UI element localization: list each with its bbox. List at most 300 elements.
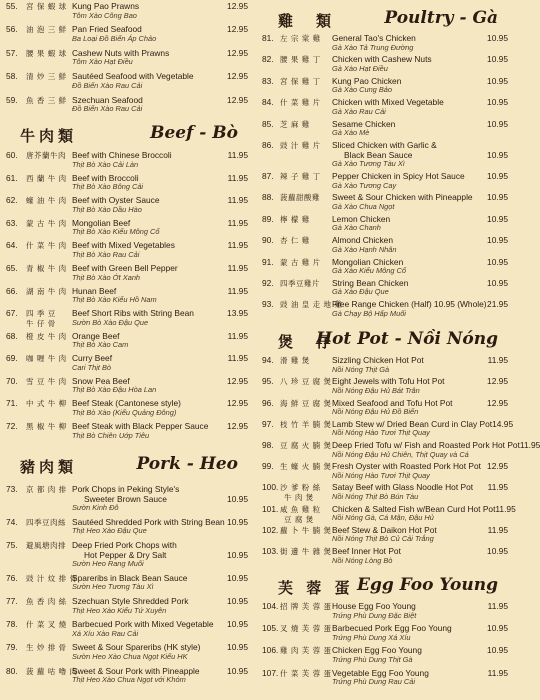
menu-item [0,332,252,350]
item-name: Chicken with Cashew Nuts [332,54,432,65]
item-name: Snow Pea Beef [72,375,130,386]
item-spacer [172,151,228,161]
item-body [332,399,508,417]
menu-item [258,172,512,190]
item-price: 10.95 [487,170,508,181]
item-price: 11.95 [487,524,508,535]
menu-item [258,300,512,318]
item-price: 12.95 [227,375,248,386]
item-price: 10.95 [487,623,508,634]
menu-item [258,483,512,501]
item-body [332,624,508,642]
item-name: Hunan Beef [72,285,117,296]
item-spacer [452,399,487,409]
item-chinese-name: 腰 果 雞 丁 [280,55,321,65]
item-vietnamese-name: Thịt Bò Xào Bông Cải [72,182,144,192]
item-number: 69. [6,353,18,364]
item-number: 106. [262,645,279,656]
item-name: Pepper Chicken in Spicy Hot Sauce [332,170,465,181]
item-body [332,236,508,254]
item-price: 11.95 [519,440,540,451]
menu-item [0,399,252,417]
item-price: 11.95 [495,503,516,514]
item-name: Lamb Stew w/ Dried Bean Curd in Clay Pot [332,418,493,429]
item-body [332,120,508,138]
item-name: Pork Chops in Peking Style's [72,484,180,495]
item-number: 74. [6,516,18,527]
item-body [72,174,248,192]
item-vietnamese-name: Thịt Bò Chiên Uớp Tiêu [72,430,150,440]
item-price: 12.95 [227,94,248,105]
item-body [72,332,248,350]
item-chinese-name: 什 菜 芙 蓉 蛋 [280,668,332,678]
item-name: Beef with Chinese Broccoli [72,149,172,160]
hotpot-items [258,355,540,565]
item-spacer [424,356,488,366]
menu-item [258,77,512,95]
menu-item [258,399,512,417]
item-name: Beef Steak (Cantonese style) [72,398,181,409]
item-chinese-name: 清 炒 三 鮮 [26,72,67,82]
item-chinese-name: 菠 蘿 咕 嚕 肉 [26,666,78,676]
menu-item [0,667,252,685]
item-body [332,646,508,664]
item-body [72,219,248,237]
item-chinese-name: 街 邊 牛 雜 煲 [280,546,332,556]
beef-section-header [0,119,252,147]
eggfoo-section-title-zh: 芙 蓉 蛋 [278,578,354,597]
item-chinese-name: 雞 肉 芙 蓉 蛋 [280,646,332,656]
item-number: 105. [262,623,279,634]
item-body [72,49,248,67]
item-vietnamese-name: Sườn Heo Xào Chua Ngọt Kiểu HK [72,651,188,661]
item-price: 10.95 [487,149,508,160]
item-price: 10.95 [487,213,508,224]
item-price: 10.95 [487,645,508,656]
item-spacer [188,597,227,607]
item-spacer [452,624,487,634]
item-body [72,574,248,592]
item-vietnamese-name: Gà Xào Hạnh Nhân [332,244,397,254]
item-name: Barbecued Pork with Mixed Vegetable [72,619,214,630]
item-number: 87. [262,170,274,181]
item-chinese-name: 招 牌 芙 蓉 蛋 [280,601,332,611]
item-number: 65. [6,262,18,273]
item-body [332,440,540,459]
item-number: 89. [262,213,274,224]
item-body [332,34,508,52]
item-price: 10.95 [487,192,508,203]
menu-item [258,377,512,395]
item-chinese-name: 宮 保 蝦 球 [26,2,67,11]
item-number: 56. [6,24,18,35]
item-number: 96. [262,397,274,408]
item-name: Beef with Broccoli [72,172,139,183]
item-body [72,25,248,43]
item-price: 10.95 [487,235,508,246]
item-spacer [390,215,487,225]
item-number: 72. [6,421,18,432]
item-body [72,597,248,615]
item-name: Lemon Chicken [332,213,391,224]
item-body [72,96,248,114]
item-name-continued: Hot Pepper & Dry Salt [84,549,167,560]
item-chinese-name-line2: 牛 肉 煲 [284,493,314,503]
menu-item [0,620,252,638]
item-chinese-name: 海 鮮 豆 腐 煲 [280,398,332,408]
item-number: 73. [6,484,18,495]
item-chinese-name: 什 菜 牛 肉 [26,241,67,251]
item-body [332,98,508,116]
item-chinese-name: 宮 保 雞 丁 [280,76,321,86]
item-body [72,377,248,395]
item-price: 10.95 [227,493,248,504]
item-spacer [444,98,487,108]
item-chinese-name: 什 菜 雞 片 [280,98,321,108]
menu-item [258,440,540,459]
item-chinese-name: 豉 汁 炆 排 骨 [26,573,78,583]
item-name: Szechuan Style Shredded Pork [72,596,189,607]
item-number: 91. [262,256,274,267]
item-name: Beef with Oyster Sauce [72,195,160,206]
item-price: 11.95 [227,262,248,273]
item-vietnamese-name: Nồi Nóng Hào Tươi Thịt Quay [332,470,430,480]
menu-item [0,309,252,327]
item-number: 104. [262,600,279,611]
item-chinese-name: 四季豆肉絲 [26,517,66,527]
item-number: 98. [262,440,274,451]
item-chinese-name: 油 泡 三 鮮 [26,25,67,35]
item-body [72,151,248,169]
item-price: 12.95 [227,71,248,82]
item-body [332,503,516,523]
item-body [332,193,508,211]
item-chinese-name: 蒙 古 雞 片 [280,257,321,267]
item-chinese-name: 豉 汁 雞 片 [280,140,321,150]
menu-item [258,193,512,211]
item-number: 59. [6,94,18,105]
item-name: Kung Pao Chicken [332,75,402,86]
item-body [72,287,248,305]
item-chinese-name: 蠔 油 牛 肉 [26,196,67,206]
item-body [72,354,248,372]
item-chinese-name: 腰 果 蝦 球 [26,48,67,58]
item-spacer [187,574,227,584]
item-name: House Egg Foo Young [332,600,416,611]
item-body [72,485,248,513]
item-vietnamese-name: Gà Xào Rau Cải [332,106,386,116]
item-spacer [166,551,227,561]
item-body [332,602,508,620]
item-name: String Bean Chicken [332,277,409,288]
item-spacer [112,354,228,364]
item-spacer [473,483,488,493]
item-spacer [175,241,228,251]
item-spacer [160,196,228,206]
item-number: 79. [6,642,18,653]
item-chinese-name: 左 宗 棠 雞 [280,34,321,43]
item-name: Spareribs in Black Bean Sauce [72,572,188,583]
item-spacer [401,547,487,557]
item-vietnamese-name: Thịt Heo Xào Kiểu Tứ Xuyên [72,605,167,615]
hotpot-section-title-zh: 煲 仔 [278,333,336,352]
item-spacer [465,172,487,182]
item-name: Free Range Chicken (Half) 10.95 (Whole) [332,299,487,310]
item-body [332,55,508,73]
item-body [72,518,248,536]
menu-item [0,241,252,259]
item-body [72,422,248,440]
item-number: 78. [6,619,18,630]
item-number: 99. [262,461,274,472]
item-vietnamese-name: Sườn Heo Rang Muối [72,559,144,569]
item-vietnamese-name: Cari Thịt Bò [72,362,112,372]
item-price: 10.95 [227,516,248,527]
item-chinese-name: 豆 腐 火 腩 煲 [280,441,332,451]
item-chinese-name: 雪 豆 牛 肉 [26,376,67,386]
item-vietnamese-name: Nồi Nóng Đậu Hủ Đồ Biển [332,407,419,417]
item-spacer [416,34,487,44]
item-spacer [393,236,487,246]
item-vietnamese-name: Thịt Bò Xào Ớt Xanh [72,272,141,282]
eggfoo-section-header [258,571,512,599]
item-price: 12.95 [487,376,508,387]
item-chinese-name: 蘿 卜 牛 腩 煲 [280,525,332,535]
item-price: 10.95 [487,118,508,129]
item-vietnamese-name: Nồi Nóng Thịt Bò Bún Tàu [332,492,419,501]
beef-items [0,151,252,440]
item-chinese-name: 沙 爹 粉 絲 [280,483,321,493]
item-spacer [200,643,227,653]
item-spacer [422,646,487,656]
item-vietnamese-name: Trứng Phù Dung Xá Xíu [332,632,411,642]
item-body [332,462,508,480]
item-spacer [395,120,487,130]
item-chinese-name: 魚 香 肉 絲 [26,597,67,607]
item-name: Chicken with Mixed Vegetable [332,97,444,108]
menu-item [258,55,512,73]
item-body [332,300,508,318]
item-chinese-name: 生 炒 排 骨 [26,643,67,653]
item-vietnamese-name: Sườn Heo Tương Tàu Xì [72,582,154,592]
item-name: Kung Pao Prawns [72,1,140,11]
item-price: 10.95 [487,33,508,43]
item-chinese-name: 魚 香 三 鮮 [26,95,67,105]
item-spacer [412,151,487,161]
item-number: 71. [6,398,18,409]
item-vietnamese-name: Tôm Xào Hạt Điều [72,57,133,67]
item-spacer [437,526,488,536]
item-chinese-name: 檸 檬 雞 [280,214,310,224]
item-price: 11.95 [487,482,508,493]
item-vietnamese-name: Nồi Nóng Đậu Hủ Chiên, Thịt Quay và Cá [332,449,469,459]
menu-item [258,669,512,687]
item-body [332,669,508,687]
item-body [332,547,508,565]
item-price: 11.95 [227,172,248,183]
item-chinese-name-line2: 豆 腐 煲 [284,514,314,524]
item-spacer [200,667,227,677]
pork-section-title-zh: 豬肉類 [20,458,78,477]
item-body [72,667,248,685]
pork-section-header [0,450,252,478]
item-vietnamese-name: Nồi Nóng Đậu Hủ Bát Trân [332,386,420,396]
item-vietnamese-name: Gà Xào Tương Tàu Xì [332,159,405,169]
menu-item [0,377,252,395]
item-spacer [143,96,227,106]
item-vietnamese-name: Thịt Bò Xào Dầu Hào [72,204,142,214]
item-number: 102. [262,524,279,535]
menu-item [258,215,512,233]
item-chinese-name: 辣 子 雞 丁 [280,171,321,181]
item-name: Chicken Egg Foo Young [332,645,422,656]
item-spacer [194,309,227,319]
menu-item [258,420,512,438]
item-price: 11.95 [227,240,248,251]
item-chinese-name: 橙 皮 牛 肉 [26,331,67,341]
item-chinese-name: 什 菜 叉 燒 [26,620,67,630]
eggfoo-items [258,602,512,687]
hotpot-section-header [258,325,512,353]
item-vietnamese-name: Gà Xào Tương Cay [332,180,397,190]
item-vietnamese-name: Thịt Bò Xào Rau Cải [72,249,140,259]
item-chinese-name: 黑 椒 牛 柳 [26,422,67,432]
item-name: Orange Beef [72,330,120,341]
eggfoo-section-title-en: Egg Foo Young [357,574,498,595]
item-body [72,196,248,214]
item-vietnamese-name: Gà Xào Hạt Điều [332,63,388,73]
item-price: 11.95 [227,330,248,341]
item-name: Szechuan Seafood [72,94,143,105]
item-chinese-name: 叉 燒 芙 蓉 蛋 [280,624,332,634]
item-vietnamese-name: Sườn Bò Xào Đậu Que [72,317,149,327]
item-number: 70. [6,375,18,386]
item-vietnamese-name: Trứng Phù Dung Thịt Gà [332,654,413,664]
item-number: 107. [262,667,279,678]
item-body [332,258,508,276]
item-spacer [445,377,488,387]
item-number: 103. [262,545,279,556]
item-chinese-name: 芝 麻 雞 [280,119,310,129]
item-price: 10.95 [227,572,248,583]
menu-item [258,547,512,565]
item-vietnamese-name: Nồi Nóng Hào Tươi Thịt Quay [332,428,430,438]
poultry-section-header [258,4,512,32]
menu-item [0,151,252,169]
item-chinese-name: 杏 仁 雞 [280,236,310,246]
menu-item [258,258,512,276]
item-body [72,541,248,569]
menu-item [0,541,252,569]
item-spacer [139,174,228,184]
menu-item [258,141,512,169]
item-chinese-name: 青 椒 牛 肉 [26,263,67,273]
item-number: 67. [6,308,18,319]
menu-item [0,518,252,536]
item-chinese-name: 豉 油 皇 走 地 雞 [280,300,343,310]
item-vietnamese-name: Gà Xào Tả Trung Đường [332,42,414,52]
item-price: 10.95 [227,665,248,676]
item-spacer [429,669,488,679]
item-price: 10.95 [227,549,248,560]
item-number: 61. [6,172,18,183]
item-chinese-name: 咸 魚 雞 粒 [280,504,321,514]
menu-item [258,624,512,642]
item-body [72,72,248,90]
item-price: 12.95 [227,24,248,35]
item-number: 83. [262,75,274,86]
menu-item [0,72,252,90]
item-name: Sautéed Seafood with Vegetable [72,71,194,82]
item-vietnamese-name: Trứng Phù Dung Rau Cải [332,677,416,687]
item-vietnamese-name: Đồ Biển Xào Rau Cải [72,80,143,90]
item-number: 90. [262,235,274,246]
item-spacer [432,55,487,65]
item-chinese-name: 中 式 牛 柳 [26,399,67,409]
item-number: 60. [6,149,18,160]
item-price: 12.95 [487,461,508,472]
item-vietnamese-name: Sườn Kinh Đô [72,503,119,513]
item-number: 66. [6,285,18,296]
item-name: Beef with Mixed Vegetables [72,240,175,251]
item-body [72,399,248,417]
beef-section-title-en: Beef - Bò [150,122,238,143]
item-name: Deep Fried Tofu w/ Fish and Roasted Pork Hot Pot [332,440,520,451]
menu-item [0,354,252,372]
menu-item [0,96,252,114]
item-name: Beef Inner Hot Pot [332,545,401,556]
item-vietnamese-name: Gà Chạy Bộ Hấp Muối [332,308,406,318]
item-vietnamese-name: Gà Xào Chanh [332,223,381,233]
item-number: 57. [6,47,18,58]
item-spacer [403,258,487,268]
item-name: Sizzling Chicken Hot Pot [332,355,424,366]
item-number: 81. [262,33,274,43]
item-chinese-name: 八 珍 豆 腐 煲 [280,377,332,387]
item-chinese-name: 菠蘿甜酸雞 [280,193,320,203]
item-number: 95. [262,376,274,387]
item-price: 13.95 [227,308,248,319]
item-number: 58. [6,71,18,82]
item-spacer [181,399,227,409]
item-spacer [401,77,487,87]
item-spacer [214,620,228,630]
item-price: 12.95 [227,421,248,432]
item-spacer [473,193,487,203]
poultry-section-title-zh: 雞 類 [278,12,336,30]
item-body [72,309,248,327]
item-name: Mongolian Beef [72,217,131,228]
item-spacer [178,264,228,274]
item-price: 11.95 [487,667,508,678]
item-name: Pan Fried Seafood [72,24,142,35]
item-vietnamese-name: Trứng Phù Dung Đặc Biệt [332,610,417,620]
item-number: 84. [262,97,274,108]
item-number: 62. [6,195,18,206]
menu-item [258,503,516,524]
item-vietnamese-name: Nồi Nóng Lòng Bò [332,555,393,565]
item-name: Beef Steak with Black Pepper Sauce [72,421,209,432]
item-vietnamese-name: Gà Xào Cung Bảo [332,85,392,95]
item-price: 12.95 [227,398,248,409]
item-price: 10.95 [227,596,248,607]
item-price: 10.95 [487,75,508,86]
item-chinese-name-line2: 牛 仔 骨 [26,319,56,329]
menu-item [0,264,252,282]
item-price: 10.95 [487,256,508,267]
item-price: 11.95 [227,353,248,364]
item-name: Curry Beef [72,353,113,364]
